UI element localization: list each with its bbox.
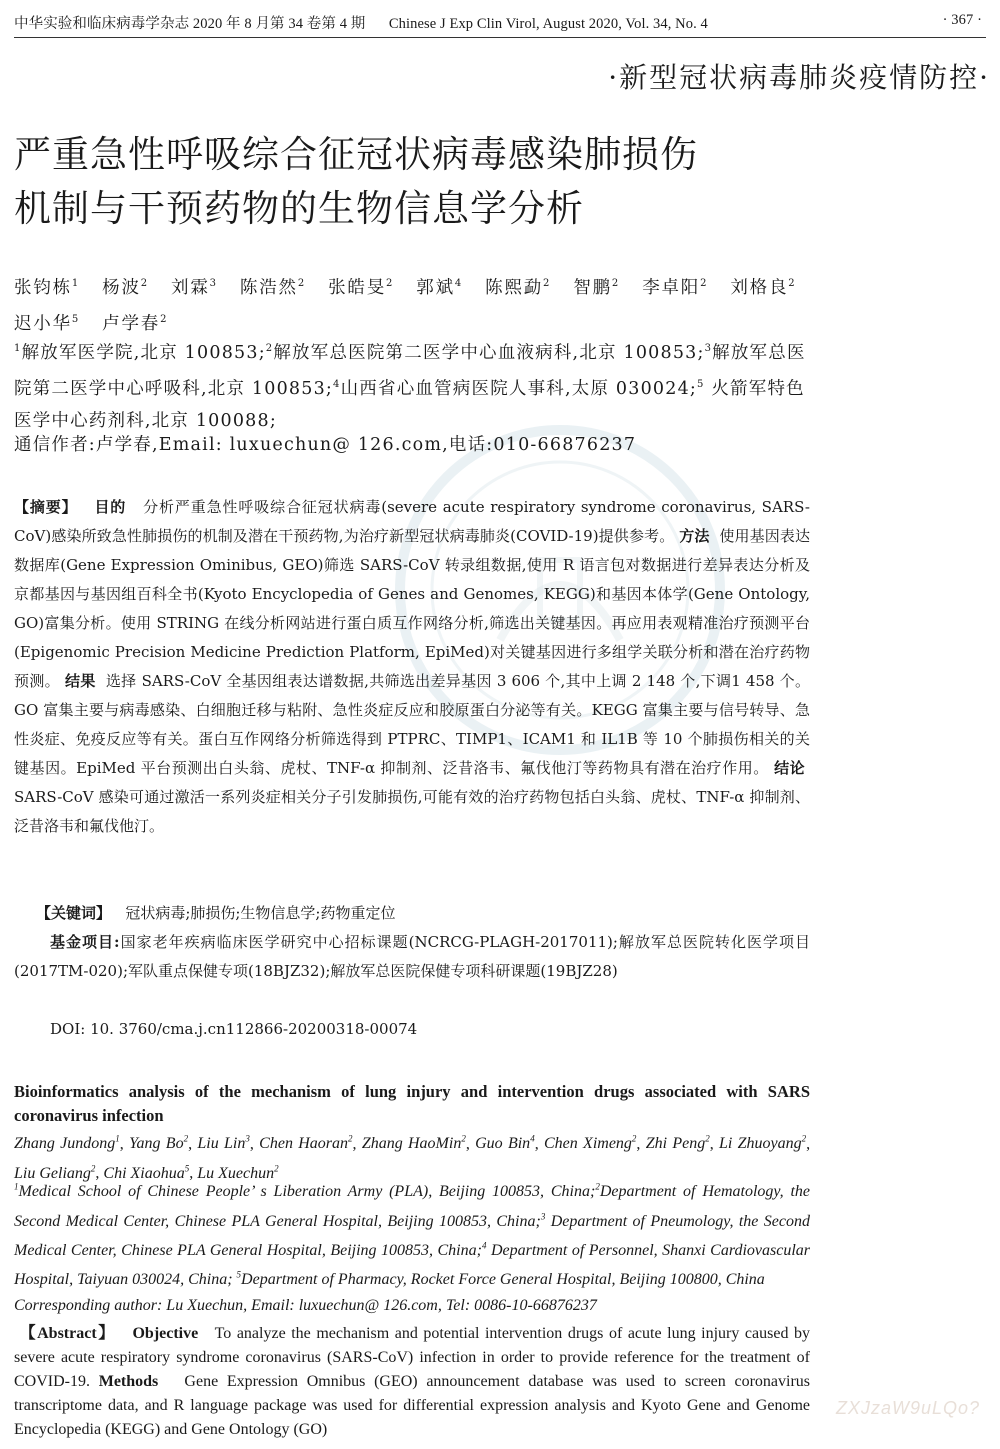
author-cn: 杨波$^2$ bbox=[102, 277, 149, 298]
author-cn: 迟小华$^5$ bbox=[14, 314, 81, 335]
keywords-cn-label: 【关键词】 bbox=[36, 904, 112, 922]
watermark-stamp: ZXJzaW9uLQo? bbox=[835, 1398, 980, 1418]
affiliation-en-3: Department of Pneumology, the Second Medical Center, Chinese PLA General Hospital, Beijing 100853, China; bbox=[14, 1212, 810, 1259]
title-en: Bioinformatics analysis of the mechanism of lung injury and intervention drugs associated with SARS coronavirus infection bbox=[14, 1082, 810, 1125]
author-cn: 李卓阳$^2$ bbox=[642, 277, 709, 298]
author-cn: 陈熙勐$^2$ bbox=[485, 277, 552, 298]
author-en: Chi Xiaohua$^5$ bbox=[103, 1163, 190, 1182]
author-en: Chen Haoran$^2$ bbox=[259, 1134, 353, 1153]
authors-en: Zhang Jundong$^1$, Yang Bo$^2$, Liu Lin$^3$, Chen Haoran$^2$, Zhang HaoMin$^2$, Guo Bin$^4$, Chen Ximeng$^2$, Zhi Peng$^2$, Li Zhuoyang$^2$, Liu Geliang$^2$, Chi Xiaohua$^5$, Lu Xuechun$^2$ bbox=[14, 1134, 811, 1182]
affiliations-en: $^1$Medical School of Chinese People’ s Liberation Army (PLA), Beijing 100853, China;$^2$Department of Hematology, the Second Medical Center, Chinese PLA General Hospital, Beijing 100853, China;$^3$ Department of Pneumology, the Second Medical Center, Chinese PLA General Hospital, Beijing 100853, China;$^4$ Department of Personnel, Shanxi Cardiovascular Hospital, Taiyuan 030024, China; $^5$Department of Pharmacy, Rocket Force General Hospital, Beijing 100800, China bbox=[14, 1182, 811, 1289]
affiliation-cn-5: 火箭军特色医学中心药剂科,北京 100088; bbox=[14, 379, 805, 431]
affiliation-cn-2: 解放军总医院第二医学中心血液病科,北京 100853; bbox=[273, 342, 705, 363]
objective-cn-text: 分析严重急性呼吸综合征冠状病毒(severe acute respiratory syndrome coronavirus, SARS-CoV)感染所致急性肺损伤的机制及潜在干预药物,为治疗新型冠状病毒肺炎(COVID-19)提供参考。 bbox=[14, 498, 810, 545]
author-cn: 张皓旻$^2$ bbox=[328, 277, 395, 298]
methods-en-label: Methods bbox=[98, 1373, 159, 1390]
affiliation-en-1: Medical School of Chinese People’ s Liberation Army (PLA), Beijing 100853, China; bbox=[18, 1183, 596, 1201]
abstract-cn bbox=[14, 493, 810, 841]
author-cn: 智鹏$^2$ bbox=[573, 277, 621, 298]
objective-en-label: Objective bbox=[132, 1325, 199, 1342]
conclusion-cn-label: 结论 bbox=[774, 759, 806, 777]
conclusion-cn-text: SARS-CoV 感染可通过激活一系列炎症相关分子引发肺损伤,可能有效的治疗药物包括白头翁、虎杖、TNF-α 抑制剂、泛昔洛韦和氟伐他汀。 bbox=[14, 788, 810, 835]
affiliation-en-5: Department of Pharmacy, Rocket Force General Hospital, Beijing 100800, China bbox=[241, 1271, 765, 1289]
author-en: Guo Bin$^4$ bbox=[475, 1134, 535, 1153]
author-en: Lu Xuechun$^2$ bbox=[197, 1163, 279, 1182]
affiliation-cn-3: 解放军总医院第二医学中心呼吸科,北京 100853; bbox=[14, 342, 806, 400]
fund-cn bbox=[14, 928, 810, 986]
title-cn bbox=[14, 128, 844, 236]
keywords-cn bbox=[14, 899, 810, 928]
author-en: Yang Bo$^2$ bbox=[129, 1134, 189, 1153]
author-en: Liu Lin$^3$ bbox=[197, 1134, 250, 1153]
author-en: Zhang Jundong$^1$ bbox=[14, 1134, 120, 1153]
author-cn: 张钧栋$^1$ bbox=[14, 277, 81, 298]
author-en: Zhang HaoMin$^2$ bbox=[361, 1134, 466, 1153]
affiliation-cn-1: 解放军医学院,北京 100853; bbox=[21, 342, 266, 363]
header-rule bbox=[14, 37, 986, 38]
objective-cn-label: 目的 bbox=[94, 498, 127, 516]
corresponding-cn: 通信作者:卢学春,Email: luxuechun@ 126.com,电话:010-66876237 bbox=[14, 435, 637, 455]
title-cn-line-2: 机制与干预药物的生物信息学分析 bbox=[14, 187, 584, 230]
doi: DOI: 10. 3760/cma.j.cn112866-20200318-00074 bbox=[50, 1020, 418, 1038]
author-cn: 刘霖$^3$ bbox=[171, 277, 218, 298]
author-en: Li Zhuoyang$^2$ bbox=[719, 1134, 807, 1153]
running-header bbox=[14, 12, 986, 33]
results-cn-label: 结果 bbox=[65, 672, 96, 690]
page-number: · 367 · bbox=[942, 12, 982, 28]
objective-en-text: To analyze the mechanism and potential intervention drugs of acute lung injury caused by severe acute respiratory syndrome coronavirus (SARS-CoV) infection in order to provide reference for the treatment of COVID-19. bbox=[14, 1325, 811, 1390]
abstract-en bbox=[14, 1322, 810, 1442]
author-cn: 卢学春$^2$ bbox=[102, 314, 169, 335]
keywords-cn-text: 冠状病毒;肺损伤;生物信息学;药物重定位 bbox=[125, 904, 396, 922]
fund-cn-text: 国家老年疾病临床医学研究中心招标课题(NCRCG-PLAGH-2017011);解放军总医院转化医学项目(2017TM-020);军队重点保健专项(18BJZ32);解放军总医院保健专项科研课题(19BJZ28) bbox=[14, 933, 810, 980]
methods-cn-label: 方法 bbox=[679, 527, 710, 545]
title-cn-line-1: 严重急性呼吸综合征冠状病毒感染肺损伤 bbox=[14, 133, 698, 176]
author-cn: 刘格良$^2$ bbox=[730, 277, 797, 298]
column-heading: ·新型冠状病毒肺炎疫情防控· bbox=[608, 61, 990, 94]
methods-en-text: Gene Expression Omnibus (GEO) announcement database was used to screen coronavirus transcriptome data, and R language package was used for differential expression analysis and Kyoto Gene and Genome Encyclopedia (KEGG) and Gene Ontology (GO) bbox=[14, 1373, 811, 1438]
corresponding-en: Corresponding author: Lu Xuechun, Email: luxuechun@ 126.com, Tel: 0086-10-66876237 bbox=[14, 1297, 597, 1314]
author-cn: 郭斌$^4$ bbox=[416, 277, 464, 298]
affiliations-cn: $^1$解放军医学院,北京 100853;$^2$解放军总医院第二医学中心血液病科,北京 100853;$^3$解放军总医院第二医学中心呼吸科,北京 100853;$^4$山西省心血管病医院人事科,太原 030024;$^5$ 火箭军特色医学中心药剂科,北京 100088; bbox=[14, 342, 806, 431]
affiliation-en-4: Department of Personnel, Shanxi Cardiovascular Hospital, Taiyuan 030024, China; bbox=[14, 1241, 811, 1289]
author-en: Zhi Peng$^2$ bbox=[645, 1134, 710, 1153]
journal-cn: 中华实验和临床病毒学杂志 2020 年 8 月第 34 卷第 4 期 bbox=[14, 16, 366, 32]
journal-en: Chinese J Exp Clin Virol, August 2020, Vol. 34, No. 4 bbox=[388, 16, 708, 32]
methods-cn-text: 使用基因表达数据库(Gene Expression Ominibus, GEO)筛选 SARS-CoV 转录组数据,使用 R 语言包对数据进行差异表达分析及京都基因与基因组百科全书(Kyoto Encyclopedia of Genes and Genomes, KEGG)和基因本体学(Gene Ontology, GO)富集分析。使用 STRING 在线分析网站进行蛋白质互作网络分析,筛选出关键基因。再应用表观精准治疗预测平台(Epigenomic Precision Medicine Prediction Platform, EpiMed)对关键基因进行多组学关联分析和潜在治疗药物预测。 bbox=[14, 527, 810, 690]
affiliation-en-2: Department of Hematology, the Second Medical Center, Chinese PLA General Hospital, Beijing 100853, China; bbox=[14, 1183, 810, 1230]
author-en: Liu Geliang$^2$ bbox=[14, 1163, 96, 1182]
abstract-cn-label: 【摘要】 bbox=[14, 498, 78, 516]
author-en: Chen Ximeng$^2$ bbox=[543, 1134, 637, 1153]
abstract-en-label: 【Abstract】 bbox=[19, 1325, 116, 1342]
results-cn-text: 选择 SARS-CoV 全基因组表达谱数据,共筛选出差异基因 3 606 个,其中上调 2 148 个,下调1 458 个。GO 富集主要与病毒感染、白细胞迁移与粘附、急性炎症反应和胶原蛋白分泌等有关。KEGG 富集主要与信号转导、急性炎症、免疫反应等有关。蛋白互作网络分析筛选得到 PTPRC、TIMP1、ICAM1 和 IL1B 等 10 个肺损伤相关的关键基因。EpiMed 平台预测出白头翁、虎杖、TNF-α 抑制剂、泛昔洛韦、氟伐他汀等药物具有潜在治疗作用。 bbox=[14, 672, 810, 777]
authors-cn bbox=[14, 268, 814, 341]
author-cn: 陈浩然$^2$ bbox=[239, 277, 306, 298]
fund-cn-label: 基金项目: bbox=[50, 933, 120, 951]
affiliation-cn-4: 山西省心血管病医院人事科,太原 030024; bbox=[340, 379, 698, 400]
